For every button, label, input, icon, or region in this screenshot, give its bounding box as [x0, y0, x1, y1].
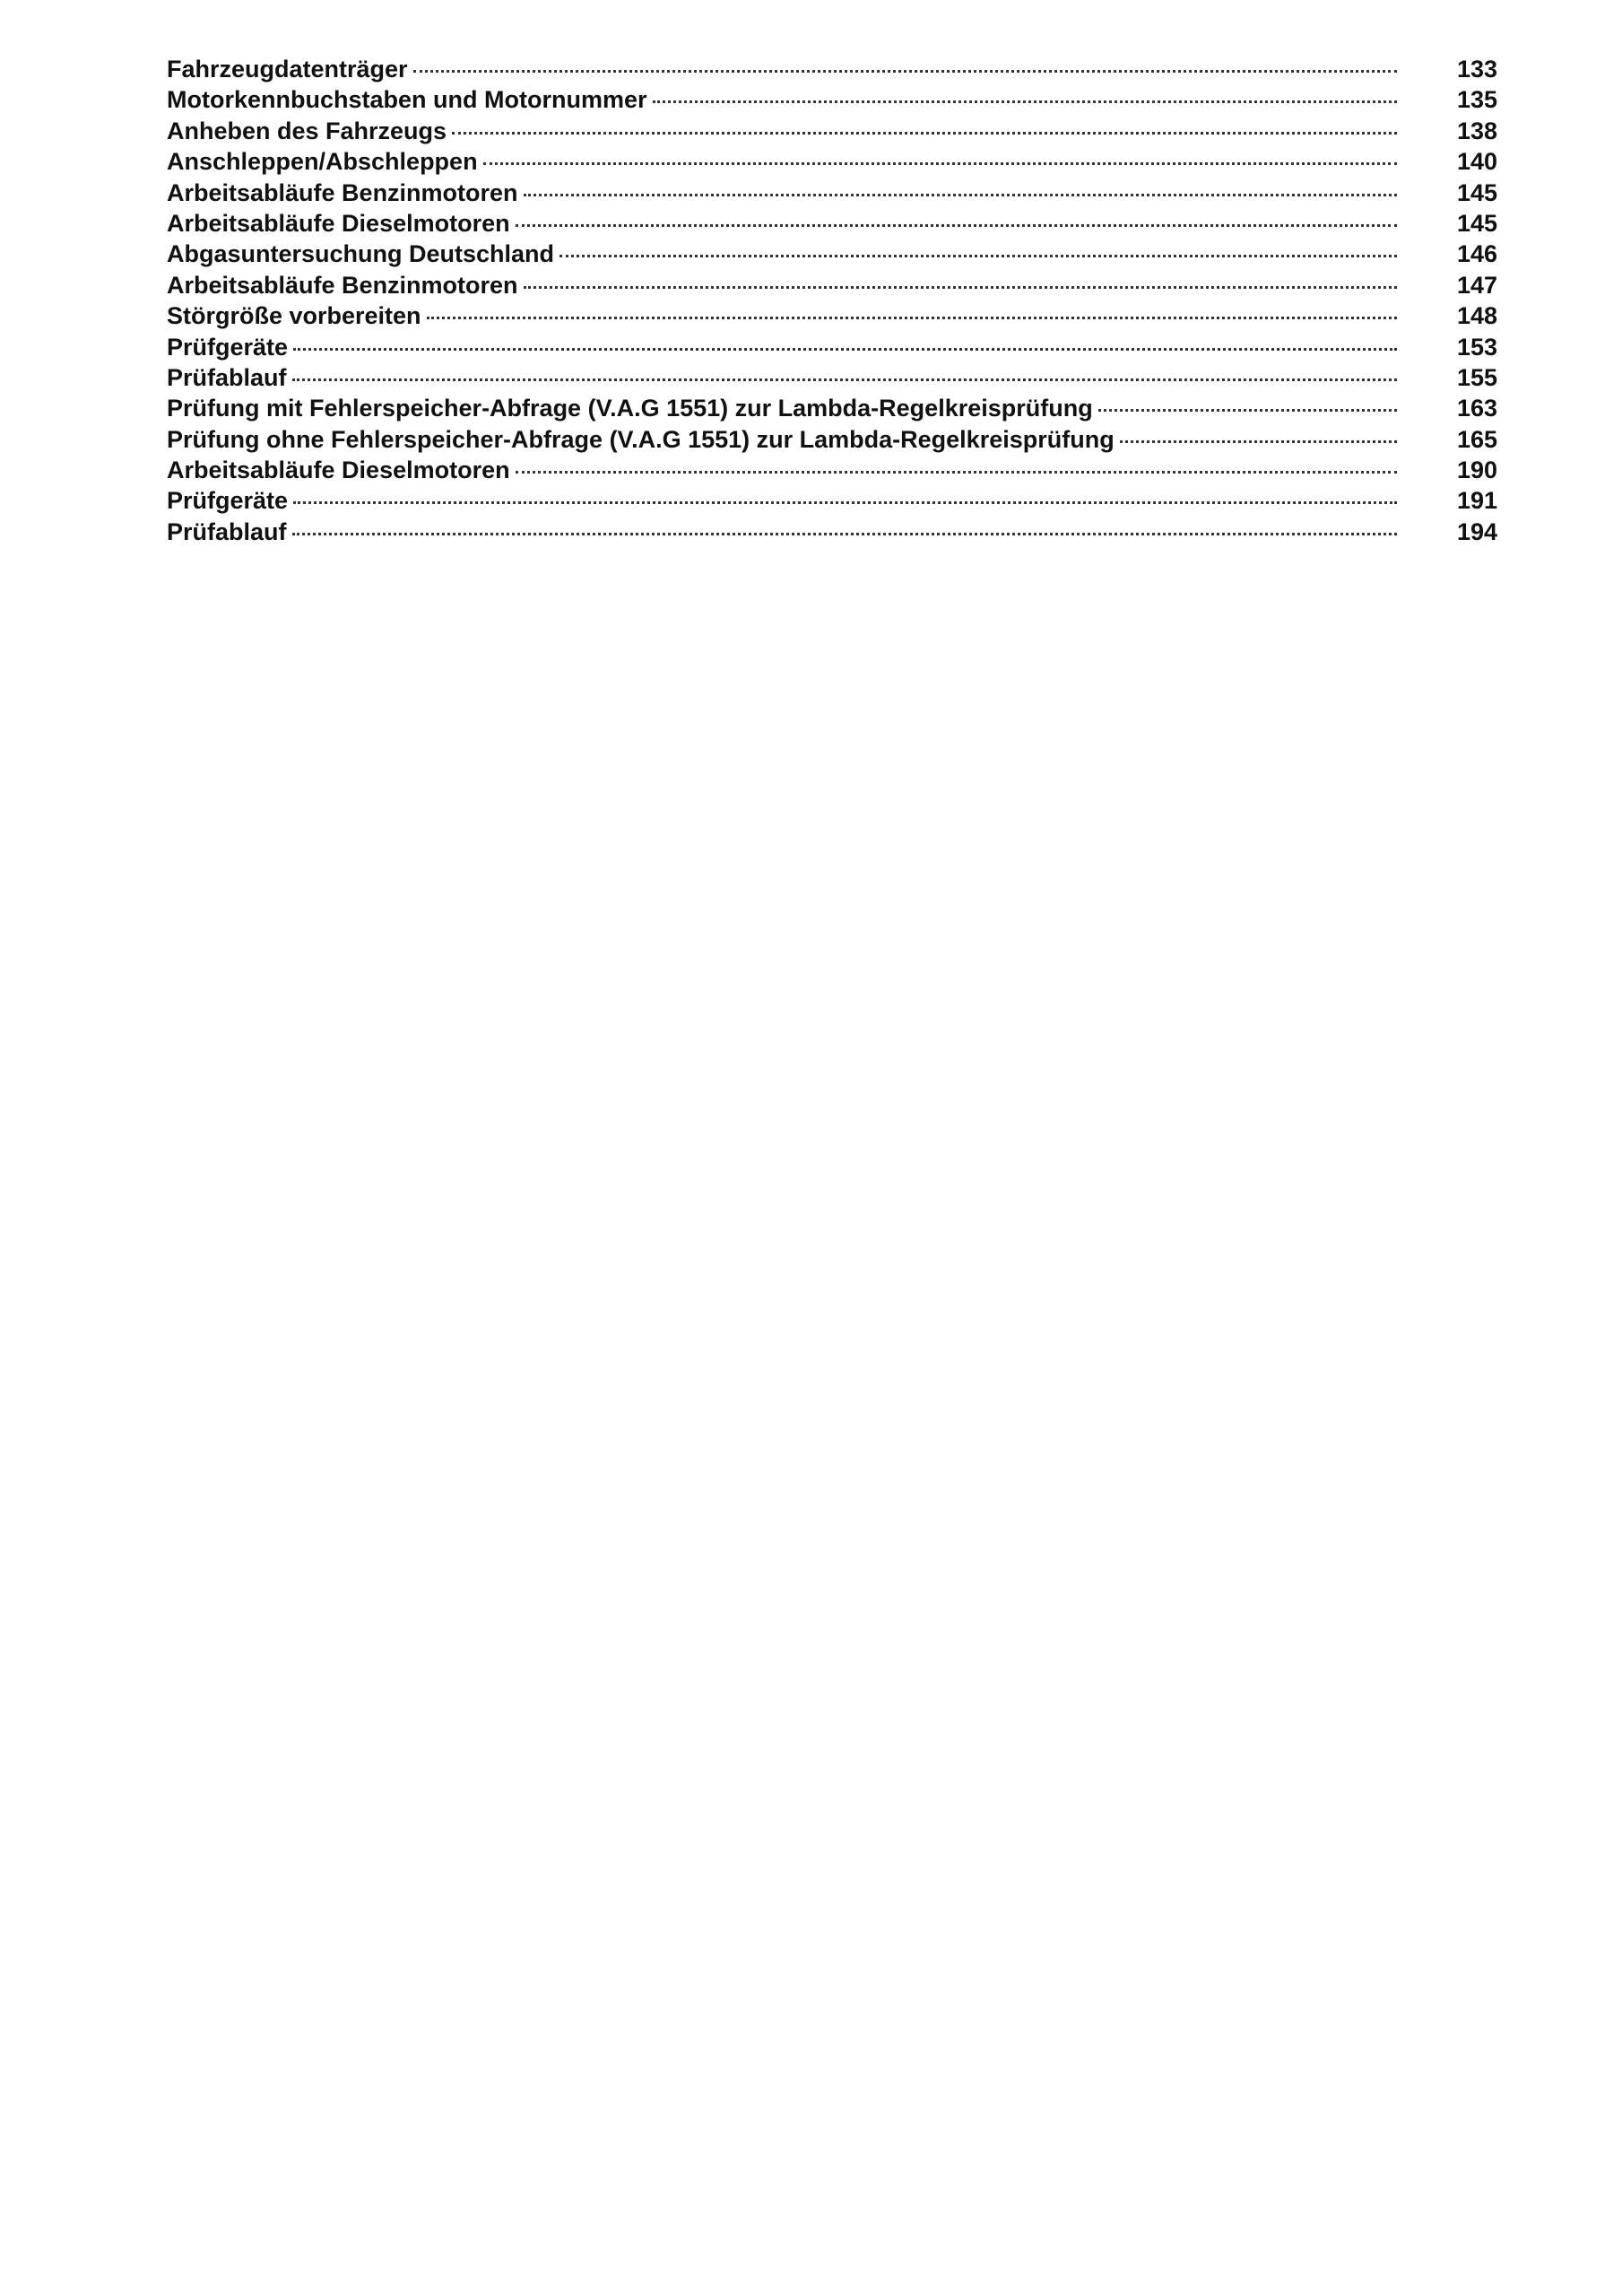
toc-entry-title: Arbeitsabläufe Benzinmotoren	[167, 178, 518, 206]
toc-dot-leader	[427, 317, 1397, 319]
toc-entry-page: 165	[1456, 425, 1497, 453]
toc-entry-title: Anschleppen/Abschleppen	[167, 148, 478, 176]
toc-dot-leader	[1098, 409, 1397, 412]
toc-entry[interactable]	[167, 302, 1497, 333]
toc-dot-leader	[483, 162, 1397, 165]
toc-dot-leader	[524, 286, 1397, 289]
toc-entry[interactable]	[167, 272, 1497, 302]
toc-entry-title: Arbeitsabläufe Benzinmotoren	[167, 271, 518, 299]
toc-entry-page: 145	[1456, 178, 1497, 206]
toc-entry-title: Arbeitsabläufe Dieselmotoren	[167, 457, 510, 484]
toc-entry-title: Prüfgeräte	[167, 333, 289, 361]
toc-entry-page: 140	[1456, 148, 1497, 176]
toc-entry-title: Prüfablauf	[167, 363, 287, 391]
toc-dot-leader	[292, 378, 1397, 381]
toc-entry[interactable]	[167, 457, 1497, 487]
toc-entry-page: 135	[1456, 86, 1497, 114]
toc-entry[interactable]	[167, 86, 1497, 117]
toc-entry-page: 153	[1456, 333, 1497, 361]
toc-entry-page: 138	[1456, 117, 1497, 144]
toc-entry-title: Anheben des Fahrzeugs	[167, 117, 447, 144]
toc-entry[interactable]	[167, 117, 1497, 148]
toc-dot-leader	[524, 194, 1397, 196]
toc-entry[interactable]	[167, 395, 1497, 425]
toc-dot-leader	[559, 255, 1397, 257]
toc-dot-leader	[293, 501, 1397, 504]
toc-entry[interactable]	[167, 426, 1497, 457]
toc-entry-page: 145	[1456, 209, 1497, 237]
toc-entry-title: Prüfablauf	[167, 517, 287, 545]
toc-entry[interactable]	[167, 487, 1497, 517]
toc-entry[interactable]	[167, 334, 1497, 364]
toc-entry-title: Prüfgeräte	[167, 487, 289, 515]
toc-entry[interactable]	[167, 364, 1497, 395]
toc-entry-title: Prüfung ohne Fehlerspeicher-Abfrage (V.A.G 1551) zur Lambda-Regelkreisprüfung	[167, 425, 1115, 453]
toc-entry-page: 148	[1456, 302, 1497, 330]
toc-entry[interactable]	[167, 240, 1497, 271]
toc-entry[interactable]	[167, 210, 1497, 240]
toc-dot-leader	[413, 70, 1397, 73]
toc-entry-title: Abgasuntersuchung Deutschland	[167, 240, 555, 268]
toc-entry-page: 194	[1456, 517, 1497, 545]
toc-entry-page: 155	[1456, 363, 1497, 391]
toc-entry[interactable]	[167, 148, 1497, 178]
toc-entry-page: 190	[1456, 457, 1497, 484]
toc-entry-title: Arbeitsabläufe Dieselmotoren	[167, 209, 510, 237]
toc-entry-title: Störgröße vorbereiten	[167, 302, 421, 330]
toc-entry-page: 163	[1456, 395, 1497, 422]
toc-dot-leader	[653, 100, 1398, 103]
toc-dot-leader	[292, 533, 1397, 535]
toc-entry-page: 147	[1456, 271, 1497, 299]
toc-entry[interactable]	[167, 179, 1497, 210]
toc-entry-page: 133	[1456, 56, 1497, 83]
toc-dot-leader	[293, 348, 1397, 351]
toc-entry-title: Prüfung mit Fehlerspeicher-Abfrage (V.A.G 1551) zur Lambda-Regelkreisprüfung	[167, 395, 1093, 422]
toc-dot-leader	[516, 471, 1397, 474]
toc-entry-title: Fahrzeugdatenträger	[167, 56, 408, 83]
toc-dot-leader	[452, 132, 1397, 135]
table-of-contents	[167, 56, 1497, 549]
toc-dot-leader	[516, 224, 1397, 227]
toc-entry-page: 191	[1456, 487, 1497, 515]
toc-entry-title: Motorkennbuchstaben und Motornummer	[167, 86, 647, 114]
toc-entry[interactable]	[167, 56, 1497, 86]
toc-dot-leader	[1120, 440, 1397, 443]
toc-entry-page: 146	[1456, 240, 1497, 268]
toc-entry[interactable]	[167, 518, 1497, 549]
